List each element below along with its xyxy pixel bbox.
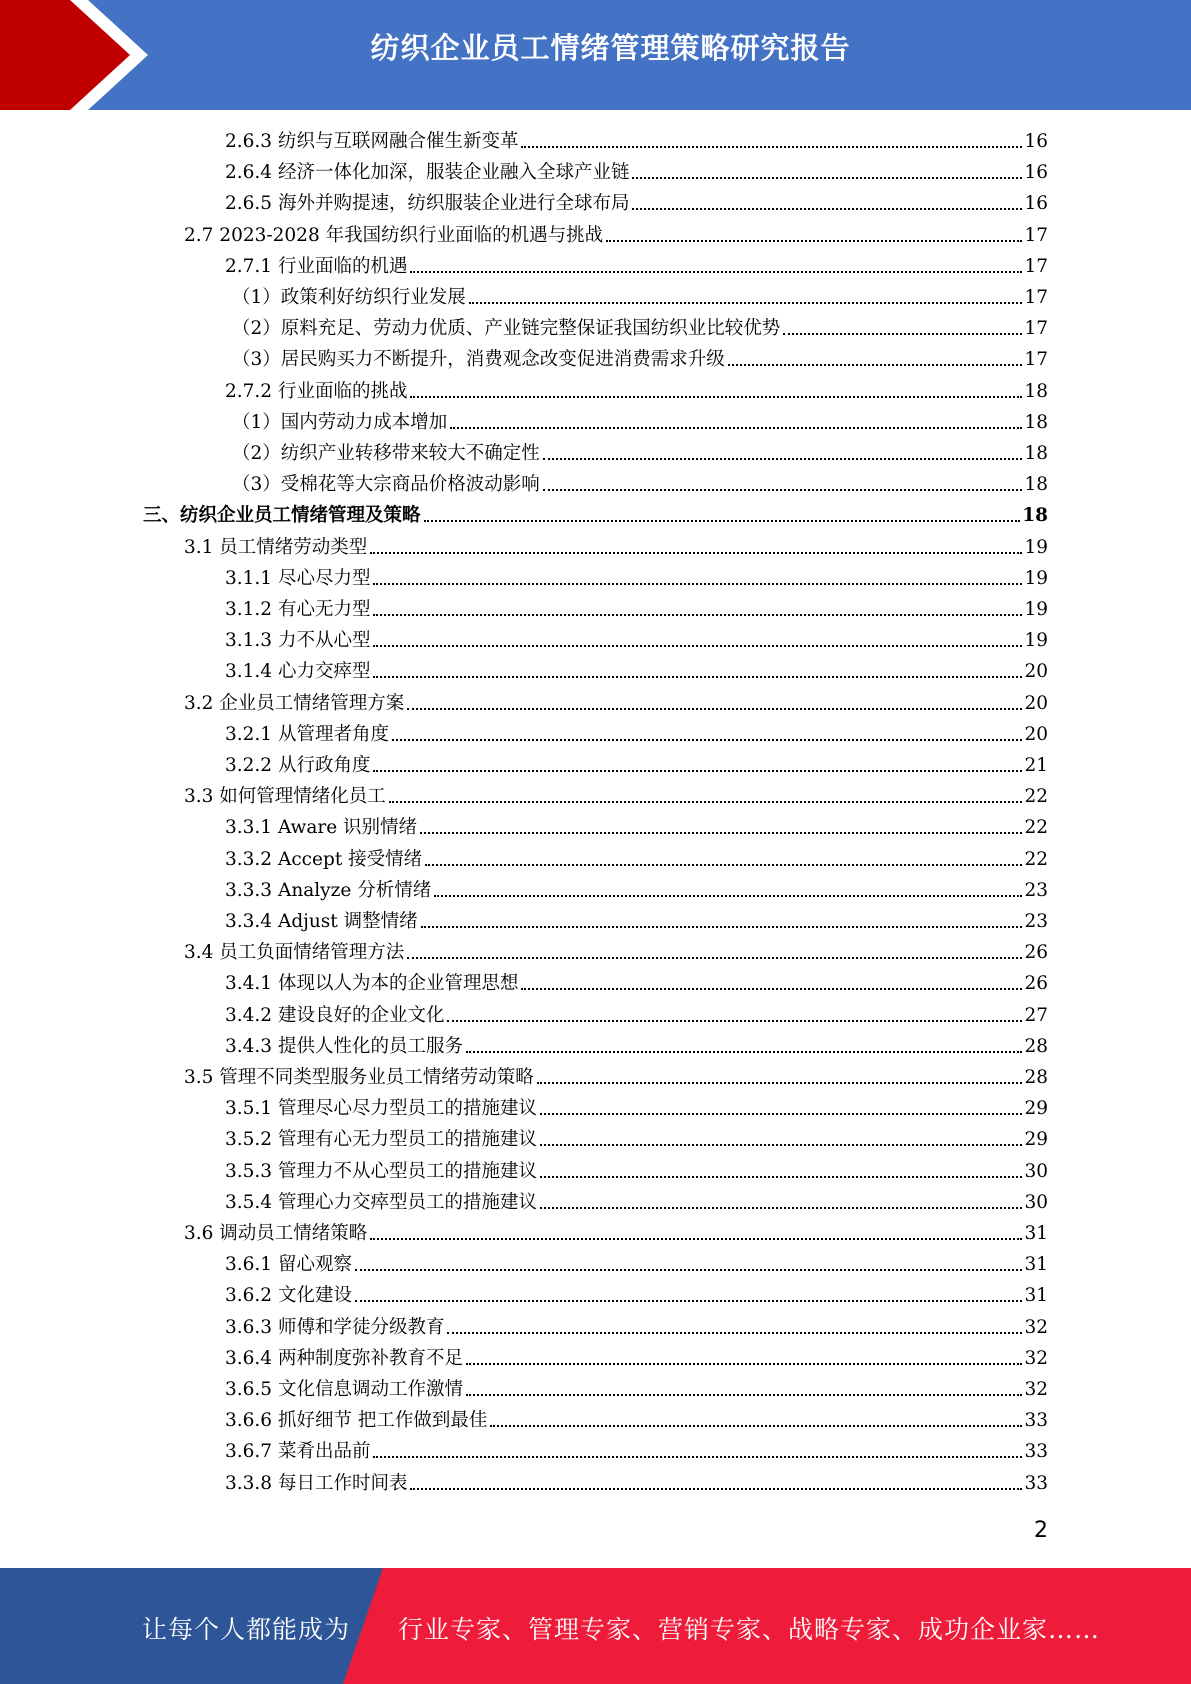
- toc-entry-title: 3.4.1 体现以人为本的企业管理思想: [225, 973, 519, 995]
- toc-entry-page: 29: [1024, 1098, 1048, 1120]
- toc-entry-page: 17: [1024, 287, 1048, 308]
- toc-entry-title: 3.5.2 管理有心无力型员工的措施建议: [225, 1129, 537, 1151]
- toc-dot-leader: [434, 895, 1022, 897]
- toc-entry-title: 3.5 管理不同类型服务业员工情绪劳动策略: [184, 1067, 534, 1088]
- toc-entry-title: 3.1.3 力不从心型: [225, 630, 371, 652]
- toc-entry-title: 3.3 如何管理情绪化员工: [184, 786, 386, 808]
- toc-entry-page: 17: [1024, 318, 1048, 340]
- toc-entry[interactable]: [225, 1436, 1048, 1467]
- toc-entry[interactable]: [225, 1093, 1048, 1124]
- toc-entry-page: 22: [1024, 786, 1048, 808]
- toc-dot-leader: [466, 1363, 1022, 1365]
- toc-entry-page: 18: [1024, 474, 1048, 496]
- toc-entry-title: （3）受棉花等大宗商品价格波动影响: [232, 474, 540, 496]
- toc-entry[interactable]: [225, 1468, 1048, 1499]
- toc-entry[interactable]: [225, 906, 1048, 937]
- toc-dot-leader: [466, 1394, 1022, 1396]
- toc-dot-leader: [389, 801, 1023, 803]
- toc-entry-page: 31: [1024, 1285, 1048, 1307]
- toc-dot-leader: [490, 1425, 1022, 1427]
- toc-dot-leader: [466, 1051, 1022, 1053]
- toc-entry-page: 28: [1024, 1035, 1048, 1057]
- toc-entry[interactable]: [232, 344, 1048, 375]
- toc-entry-title: 2.6.4 经济一体化加深，服装企业融入全球产业链: [225, 162, 630, 184]
- toc-entry-page: 32: [1024, 1316, 1048, 1338]
- toc-dot-leader: [728, 364, 1023, 366]
- toc-entry[interactable]: [184, 220, 1048, 251]
- toc-entry-page: 23: [1024, 879, 1048, 901]
- toc-entry[interactable]: [184, 781, 1048, 812]
- toc-entry[interactable]: [225, 594, 1048, 625]
- toc-dot-leader: [632, 177, 1022, 179]
- toc-entry-title: 3.2.1 从管理者角度: [225, 723, 389, 745]
- toc-entry-title: 3.3.1 Aware 识别情绪: [225, 817, 418, 839]
- toc-entry-title: （1）国内劳动力成本增加: [232, 411, 448, 433]
- toc-entry-title: 3.6.4 两种制度弥补教育不足: [225, 1347, 463, 1369]
- toc-entry[interactable]: [225, 1280, 1048, 1311]
- toc-entry-page: 29: [1024, 1129, 1048, 1151]
- toc-entry-title: 3.3.8 每日工作时间表: [225, 1472, 408, 1494]
- toc-entry[interactable]: [225, 625, 1048, 656]
- toc-dot-leader: [370, 552, 1022, 554]
- toc-entry[interactable]: [232, 313, 1048, 344]
- toc-dot-leader: [540, 1207, 1022, 1209]
- toc-entry[interactable]: [184, 1062, 1048, 1093]
- toc-entry-title: 2.7.2 行业面临的挑战: [225, 380, 408, 402]
- toc-entry[interactable]: [225, 126, 1048, 157]
- toc-entry[interactable]: [232, 469, 1048, 500]
- toc-entry[interactable]: [225, 157, 1048, 188]
- footer-slogan-right: 行业专家、管理专家、营销专家、战略专家、成功企业家……: [398, 1615, 1101, 1644]
- toc-entry-page: 22: [1024, 817, 1048, 839]
- toc-entry[interactable]: [225, 1374, 1048, 1405]
- toc-entry-title: 3.5.3 管理力不从心型员工的措施建议: [225, 1160, 537, 1182]
- toc-entry[interactable]: [225, 1312, 1048, 1343]
- toc-entry[interactable]: [225, 251, 1048, 282]
- toc-dot-leader: [783, 333, 1022, 335]
- toc-entry-title: 3.4.2 建设良好的企业文化: [225, 1004, 445, 1026]
- toc-entry-page: 23: [1024, 911, 1048, 932]
- toc-entry-page: 18: [1024, 411, 1048, 433]
- toc-entry[interactable]: [225, 1187, 1048, 1218]
- toc-entry-page: 33: [1024, 1410, 1048, 1432]
- toc-dot-leader: [373, 583, 1022, 585]
- toc-entry-page: 26: [1024, 942, 1048, 964]
- toc-entry[interactable]: [225, 968, 1048, 999]
- toc-entry-title: 3.1.2 有心无力型: [225, 599, 371, 620]
- toc-dot-leader: [521, 988, 1022, 990]
- toc-entry-page: 33: [1024, 1472, 1048, 1494]
- toc-dot-leader: [421, 926, 1023, 928]
- toc-dot-leader: [410, 1488, 1022, 1490]
- toc-dot-leader: [447, 1332, 1022, 1334]
- toc-entry-page: 18: [1022, 505, 1048, 527]
- toc-dot-leader: [540, 1176, 1022, 1178]
- toc-dot-leader: [540, 1113, 1022, 1115]
- toc-entry[interactable]: [184, 688, 1048, 719]
- toc-entry-title: 2.6.3 纺织与互联网融合催生新变革: [225, 131, 519, 152]
- toc-entry[interactable]: [225, 812, 1048, 843]
- toc-dot-leader: [521, 146, 1022, 148]
- toc-entry-title: 2.7.1 行业面临的机遇: [225, 255, 408, 277]
- toc-dot-leader: [447, 1020, 1022, 1022]
- toc-entry-title: 3.1 员工情绪劳动类型: [184, 536, 368, 558]
- toc-entry[interactable]: [225, 1343, 1048, 1374]
- toc-entry[interactable]: [184, 937, 1048, 968]
- toc-dot-leader: [410, 271, 1022, 273]
- toc-entry-page: 22: [1024, 848, 1048, 870]
- toc-entry-page: 31: [1024, 1254, 1048, 1276]
- toc-entry[interactable]: [184, 532, 1048, 563]
- toc-entry-page: 33: [1024, 1441, 1048, 1463]
- toc-dot-leader: [373, 770, 1022, 772]
- toc-entry[interactable]: [225, 656, 1048, 687]
- toc-entry-page: 20: [1024, 692, 1048, 714]
- toc-entry-page: 31: [1024, 1223, 1048, 1244]
- toc-dot-leader: [392, 739, 1022, 741]
- page-number: 2: [1034, 1518, 1048, 1543]
- toc-entry-page: 30: [1024, 1160, 1048, 1182]
- toc-entry[interactable]: [232, 282, 1048, 313]
- toc-entry-title: 3.5.4 管理心力交瘁型员工的措施建议: [225, 1191, 537, 1213]
- toc-entry-page: 16: [1024, 131, 1048, 152]
- toc-entry-page: 19: [1024, 630, 1048, 652]
- toc-dot-leader: [373, 676, 1022, 678]
- toc-entry[interactable]: [225, 1156, 1048, 1187]
- toc-entry-page: 20: [1024, 661, 1048, 683]
- toc-entry-page: 17: [1024, 349, 1048, 371]
- toc-entry-title: 3.3.3 Analyze 分析情绪: [225, 879, 432, 901]
- toc-entry-page: 18: [1024, 443, 1048, 464]
- toc-dot-leader: [537, 1082, 1023, 1084]
- toc-entry-title: 3.1.1 尽心尽力型: [225, 567, 371, 589]
- toc-dot-leader: [469, 302, 1023, 304]
- toc-dot-leader: [425, 864, 1022, 866]
- toc-entry-title: 3.3.4 Adjust 调整情绪: [225, 911, 418, 932]
- toc-entry-title: 3.4 员工负面情绪管理方法: [184, 942, 405, 964]
- footer-band: [0, 1568, 1191, 1684]
- toc-entry-title: （2）纺织产业转移带来较大不确定性: [232, 443, 540, 464]
- toc-entry-title: 3.4.3 提供人性化的员工服务: [225, 1035, 463, 1057]
- toc-entry[interactable]: [232, 407, 1048, 438]
- toc-dot-leader: [355, 1269, 1023, 1271]
- toc-entry-title: 3.6 调动员工情绪策略: [184, 1223, 368, 1244]
- toc-entry[interactable]: [143, 500, 1048, 531]
- toc-entry-title: （3）居民购买力不断提升，消费观念改变促进消费需求升级: [232, 349, 725, 371]
- toc-entry[interactable]: [225, 875, 1048, 906]
- toc-entry[interactable]: [225, 719, 1048, 750]
- toc-entry-page: 20: [1024, 723, 1048, 745]
- toc-dot-leader: [540, 1144, 1022, 1146]
- toc-dot-leader: [543, 489, 1023, 491]
- toc-entry-page: 32: [1024, 1379, 1048, 1400]
- toc-entry-title: 2.7 2023-2028 年我国纺织行业面临的机遇与挑战: [184, 224, 604, 246]
- toc-entry-title: 3.3.2 Accept 接受情绪: [225, 848, 423, 870]
- toc-entry[interactable]: [184, 1218, 1048, 1249]
- toc-entry-title: 3.1.4 心力交瘁型: [225, 661, 371, 683]
- toc-entry-page: 19: [1024, 599, 1048, 620]
- toc-dot-leader: [420, 832, 1022, 834]
- toc-entry-title: 三、纺织企业员工情绪管理及策略: [143, 505, 421, 527]
- toc-entry[interactable]: [225, 1000, 1048, 1031]
- report-title: 纺织企业员工情绪管理策略研究报告: [370, 31, 851, 65]
- toc-entry[interactable]: [225, 1031, 1048, 1062]
- toc-entry[interactable]: [225, 188, 1048, 219]
- toc-entry-title: 3.2 企业员工情绪管理方案: [184, 692, 405, 714]
- toc-entry[interactable]: [225, 1405, 1048, 1436]
- toc-entry-title: 3.6.7 菜肴出品前: [225, 1441, 371, 1463]
- toc-entry[interactable]: [225, 563, 1048, 594]
- toc-entry-title: 3.5.1 管理尽心尽力型员工的措施建议: [225, 1098, 537, 1120]
- toc-entry[interactable]: [232, 438, 1048, 469]
- toc-entry-title: 3.6.1 留心观察: [225, 1254, 352, 1276]
- toc-entry[interactable]: [225, 1124, 1048, 1155]
- toc-entry-page: 32: [1024, 1347, 1048, 1369]
- toc-dot-leader: [450, 427, 1022, 429]
- toc-entry-page: 27: [1024, 1004, 1048, 1026]
- toc-dot-leader: [370, 1238, 1022, 1240]
- toc-dot-leader: [632, 208, 1022, 210]
- toc-dot-leader: [407, 957, 1022, 959]
- toc-entry-page: 17: [1024, 255, 1048, 277]
- toc-entry-title: 3.2.2 从行政角度: [225, 755, 371, 776]
- toc-entry-page: 17: [1024, 224, 1048, 246]
- toc-entry-page: 26: [1024, 973, 1048, 995]
- toc-entry-title: 2.6.5 海外并购提速，纺织服装企业进行全球布局: [225, 193, 630, 215]
- toc-entry-page: 18: [1024, 380, 1048, 402]
- toc-entry[interactable]: [225, 1249, 1048, 1280]
- header-band: [0, 0, 1191, 110]
- toc-dot-leader: [606, 240, 1022, 242]
- toc-entry[interactable]: [225, 750, 1048, 781]
- toc-entry-page: 21: [1024, 755, 1048, 776]
- toc-dot-leader: [424, 520, 1021, 522]
- toc-dot-leader: [543, 458, 1023, 460]
- toc-entry-page: 19: [1024, 536, 1048, 558]
- toc-dot-leader: [373, 614, 1022, 616]
- toc-dot-leader: [355, 1300, 1023, 1302]
- footer-slogan-left: 让每个人都能成为: [142, 1615, 351, 1644]
- toc-entry-page: 16: [1024, 162, 1048, 184]
- toc-dot-leader: [373, 645, 1022, 647]
- toc-dot-leader: [410, 396, 1022, 398]
- toc-entry[interactable]: [225, 844, 1048, 875]
- toc-entry-title: 3.6.5 文化信息调动工作激情: [225, 1379, 463, 1400]
- toc-entry-page: 28: [1024, 1067, 1048, 1088]
- toc-entry-title: 3.6.6 抓好细节 把工作做到最佳: [225, 1410, 488, 1432]
- toc-entry-title: （2）原料充足、劳动力优质、产业链完整保证我国纺织业比较优势: [232, 318, 781, 340]
- toc-entry-title: （1）政策利好纺织行业发展: [232, 287, 466, 308]
- toc-entry-page: 16: [1024, 193, 1048, 215]
- toc-entry-title: 3.6.3 师傅和学徒分级教育: [225, 1316, 445, 1338]
- toc-entry-page: 19: [1024, 567, 1048, 589]
- toc-entry[interactable]: [225, 376, 1048, 407]
- toc-entry-title: 3.6.2 文化建设: [225, 1285, 352, 1307]
- toc-entry-page: 30: [1024, 1191, 1048, 1213]
- toc-dot-leader: [407, 708, 1022, 710]
- toc-dot-leader: [373, 1456, 1022, 1458]
